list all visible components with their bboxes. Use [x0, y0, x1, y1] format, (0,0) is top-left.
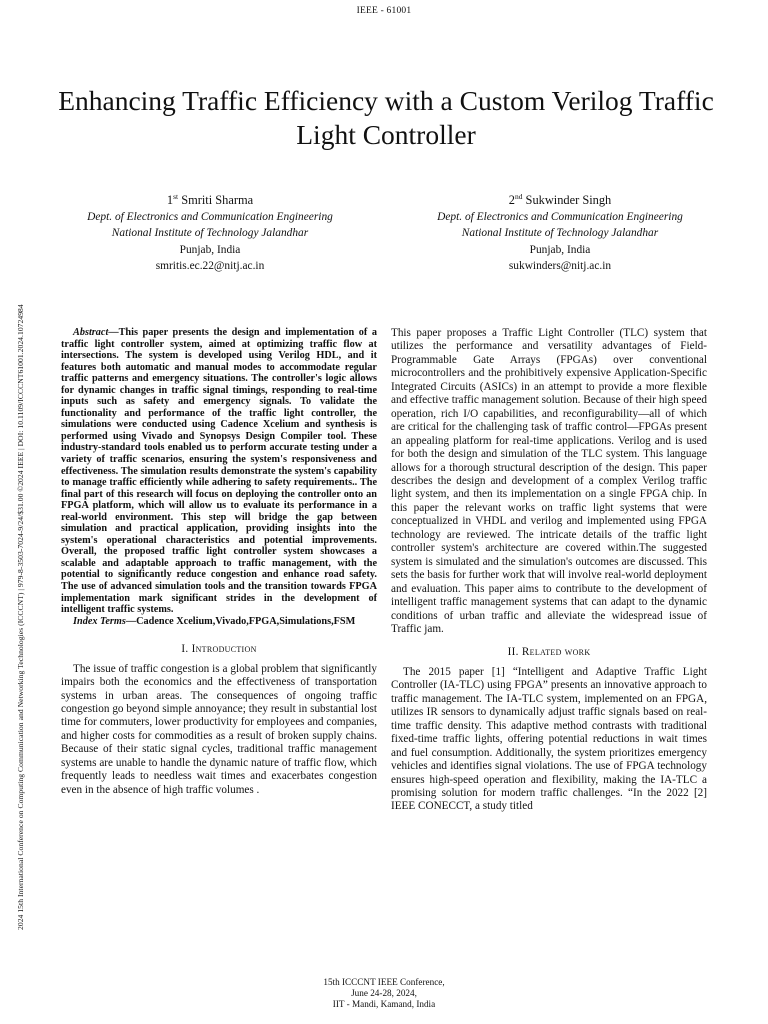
- paper-title: Enhancing Traffic Efficiency with a Custom Verilog Traffic Light Controller: [58, 85, 714, 151]
- abstract-label: Abstract: [73, 327, 109, 338]
- index-terms-label: Index Terms: [73, 615, 126, 627]
- index-terms-text: —Cadence Xcelium,Vivado,FPGA,Simulations,FSM: [125, 615, 356, 627]
- left-column: [61, 327, 377, 797]
- author-name-2: 2nd Sukwinder Singh: [508, 191, 612, 207]
- author-email-1: smritis.ec.22@nitj.ac.in: [155, 260, 265, 272]
- abstract: [61, 327, 377, 616]
- author-location-2: Punjab, India: [529, 243, 591, 256]
- footer-line-3: IIT - Mandi, Kamand, India: [332, 999, 436, 1009]
- author-email-2: sukwinders@nitj.ac.in: [508, 260, 612, 272]
- side-copyright-text: 2024 15th International Conference on Computing Communication and Networking Technologies (ICCCNT) | 979-8-3503-7024-9/24/$31.00 ©2024 IEEE | DOI: 10.1109/ICCCNT61001.2024.10724984: [16, 304, 25, 930]
- right-column: [391, 327, 707, 814]
- author-block-2: [390, 192, 730, 275]
- author-dept-1: Dept. of Electronics and Communication Engineering: [87, 210, 333, 223]
- footer-line-2: June 24-28, 2024,: [351, 988, 417, 998]
- abstract-text: —This paper presents the design and implementation of a traffic light controller system, aimed at optimizing traffic flow at intersections. The system is developed using Verilog HDL, and it features both automatic and manual modes to accommodate regular traffic patterns and emergency situations. The controller's logic allows for dynamic changes in traffic signal timings, responding to real-time inputs such as safety and emergency signals. To validate the functionality and performance of the traffic light controller, the simulations were conducted using Cadence Xcelium and synthesis is performed using Vivado and Synopsys Design Compiler tool. These industry-standard tools enabled us to perform accurate testing under a variety of traffic scenarios, ensuring the system's responsiveness and effectiveness. The simulation results demonstrate the system's capability to manage traffic efficiently while adhering to safety requirements.. The final part of this research will focus on deploying the controller onto an FPGA platform, which will allow us to evaluate its performance in a real-world environment. This step will bridge the gap between simulation and practical application, providing insights into the system's operational characteristics and potential improvements. Overall, the proposed traffic light controller system showcases a scalable and adaptable approach to traffic management, with the potential to significantly reduce congestion and enhance road safety. The use of advanced simulation tools and the transition towards FPGA implementation mark significant strides in the development of intelligent traffic systems.: [61, 327, 377, 616]
- section-heading-related-work: II. Related work: [507, 646, 591, 659]
- related-work-paragraph: The 2015 paper [1] “Intelligent and Adaptive Traffic Light Controller (IA-TLC) using FPGA” presents an innovative approach to traffic management. The IA-TLC system, implemented on an FPGA, utilizes IR sensors to dynamically adjust traffic signals based on real-time traffic density. This adaptive method contrasts with traditional fixed-time traffic lights, offering potential reductions in wait times and fuel consumption. Additionally, the system prioritizes emergency vehicles and identifies signal violations. The use of FPGA technology ensures high-speed operation and flexibility, making the IA-TLC a promising solution for modern traffic challenges. “In the 2022 [2] IEEE CONECCT, a study titled: [391, 665, 707, 813]
- author-dept-2: Dept. of Electronics and Communication Engineering: [437, 210, 683, 223]
- section-heading-introduction: I. Introduction: [181, 643, 257, 656]
- footer-line-1: 15th ICCCNT IEEE Conference,: [323, 977, 445, 987]
- author-location-1: Punjab, India: [179, 243, 241, 256]
- side-copyright-note: [16, 92, 26, 930]
- introduction-continued-paragraph: This paper proposes a Traffic Light Controller (TLC) system that utilizes the performance and versatility advantages of Field-Programmable Gate Arrays (FPGAs) over conventional microcontrollers and the prohibitively expensive Application-Specific Integrated Circuits (ASICs) in an attempt to provide a more flexible and effective traffic management solution. Because of their high speed operation, rich I/O capabilities, and reconfigurability—all of which are critical for the challenging task of traffic control—FPGAs present an appealing platform for real-time applications. Verilog and is used for both the design and simulation of the TLC system. This language allows for a thorough structural description of the design. This paper describes the design and development of a complex Verilog traffic light system, and then its implementation on a single FPGA chip. In this paper the relevant works on traffic light systems that were conceptualized in VHDL and verilog and implemented using FPGA technology are reviewed. The intricate details of the traffic light controller system's architecture are covered within.The suggested system is simulated and the simulation's outcomes are discussed. This sets the basis for further work that will involve real-world deployment and evaluation. This paper aims to contribute to the development of intelligent traffic management systems that can adapt to the dynamic conditions of urban traffic and alleviate the widespread issue of Traffic jam.: [391, 327, 707, 635]
- introduction-paragraph: The issue of traffic congestion is a global problem that significantly impairs both the economics and the effectiveness of transportation systems in urban areas. The consequences of ongoing traffic congestion go beyond simple annoyance; they result in substantial lost time for commuters, lower productivity for employees and companies, and higher costs for commodities as a result of broken supply chains. Because of their static signal cycles, traditional traffic management systems are unable to handle the dynamic nature of traffic flow, which frequently leads to needless wait times and exacerbates congestion even in the absence of high traffic volumes .: [61, 662, 377, 796]
- author-institute-2: National Institute of Technology Jalandhar: [461, 227, 659, 239]
- conference-footer: [0, 977, 768, 1010]
- author-name-1: 1st Smriti Sharma: [166, 191, 254, 207]
- author-block-1: [40, 192, 380, 275]
- author-institute-1: National Institute of Technology Jalandhar: [111, 227, 309, 239]
- running-header: IEEE - 61001: [356, 6, 412, 16]
- index-terms: [61, 616, 377, 628]
